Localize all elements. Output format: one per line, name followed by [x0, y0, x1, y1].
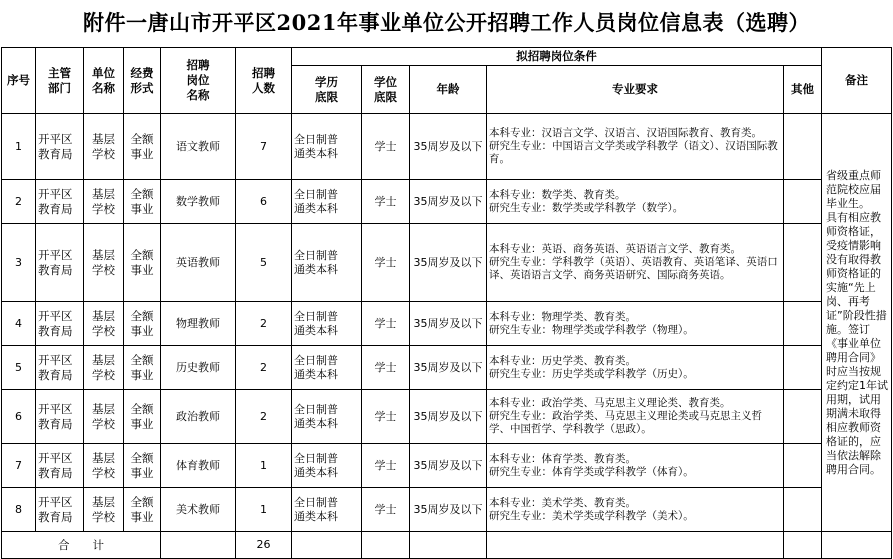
- row-age: 35周岁及以下: [410, 302, 487, 346]
- row-degree: 学士: [362, 346, 410, 390]
- footer-total-count: 26: [236, 532, 292, 559]
- table-row: [2, 390, 892, 444]
- row-dept: 开平区 教育局: [36, 346, 84, 390]
- row-dept: 开平区 教育局: [36, 114, 84, 180]
- table-row: [2, 488, 892, 532]
- row-unit: 基层 学校: [84, 224, 124, 302]
- row-other: [784, 224, 822, 302]
- row-count: 1: [236, 488, 292, 532]
- row-major: 本科专业：英语、商务英语、英语语言文学、教育类。 研究生专业：学科教学（英语）、英语教育、英语笔译、英语口译、英语语言文学、商务英语研究、国际商务英语。: [487, 224, 784, 302]
- note-cell: 省级重点师范院校应届毕业生。 具有相应教师资格证，受疫情影响没有取得教师资格证的实施“先上岗、再考证”阶段性措施。签订《事业单位聘用合同》时应当按规定约定1年试用期，试用期满未取得相应教师资格证的，应当依法解除聘用合同。: [822, 114, 892, 532]
- row-unit: 基层 学校: [84, 488, 124, 532]
- row-position: 英语教师: [161, 224, 236, 302]
- row-education: 全日制普 通类本科: [292, 302, 362, 346]
- header-unit: 单位 名称: [84, 48, 124, 114]
- row-funding: 全额 事业: [124, 488, 161, 532]
- row-major: 本科专业：数学类、教育类。 研究生专业：数学类或学科教学（数学）。: [487, 180, 784, 224]
- row-dept: 开平区 教育局: [36, 488, 84, 532]
- row-degree: 学士: [362, 180, 410, 224]
- row-education: 全日制普 通类本科: [292, 114, 362, 180]
- row-count: 1: [236, 444, 292, 488]
- row-education: 全日制普 通类本科: [292, 224, 362, 302]
- row-seq: 4: [2, 302, 36, 346]
- row-funding: 全额 事业: [124, 114, 161, 180]
- row-other: [784, 390, 822, 444]
- page-title: 附件一唐山市开平区2021年事业单位公开招聘工作人员岗位信息表（选聘）: [83, 10, 810, 35]
- row-major: 本科专业：美术学类、教育类。 研究生专业：美术学类或学科教学（美术）。: [487, 488, 784, 532]
- header-dept: 主管 部门: [36, 48, 84, 114]
- row-count: 7: [236, 114, 292, 180]
- row-other: [784, 114, 822, 180]
- row-count: 2: [236, 302, 292, 346]
- row-position: 历史教师: [161, 346, 236, 390]
- header-count: 招聘 人数: [236, 48, 292, 114]
- row-major: 本科专业：政治学类、马克思主义理论类、教育类。 研究生专业：政治学类、马克思主义理论类或马克思主义哲学、中国哲学、学科教学（思政）。: [487, 390, 784, 444]
- row-age: 35周岁及以下: [410, 488, 487, 532]
- row-dept: 开平区 教育局: [36, 224, 84, 302]
- row-other: [784, 444, 822, 488]
- row-education: 全日制普 通类本科: [292, 488, 362, 532]
- row-funding: 全额 事业: [124, 444, 161, 488]
- row-unit: 基层 学校: [84, 390, 124, 444]
- row-count: 2: [236, 346, 292, 390]
- header-age: 年龄: [410, 66, 487, 114]
- row-age: 35周岁及以下: [410, 114, 487, 180]
- table-row: [2, 302, 892, 346]
- row-other: [784, 346, 822, 390]
- table-row: [2, 346, 892, 390]
- header-conditions: 拟招聘岗位条件: [292, 48, 822, 66]
- row-other: [784, 180, 822, 224]
- row-other: [784, 302, 822, 346]
- table-row: [2, 180, 892, 224]
- row-funding: 全额 事业: [124, 390, 161, 444]
- row-seq: 2: [2, 180, 36, 224]
- row-major: 本科专业：汉语言文学、汉语言、汉语国际教育、教育类。 研究生专业：中国语言文学类或学科教学（语文）、汉语国际教育。: [487, 114, 784, 180]
- row-seq: 6: [2, 390, 36, 444]
- row-major: 本科专业：物理学类、教育类。 研究生专业：物理学类或学科教学（物理）。: [487, 302, 784, 346]
- row-dept: 开平区 教育局: [36, 180, 84, 224]
- row-unit: 基层 学校: [84, 444, 124, 488]
- row-unit: 基层 学校: [84, 346, 124, 390]
- row-position: 美术教师: [161, 488, 236, 532]
- row-seq: 1: [2, 114, 36, 180]
- header-degree: 学位 底限: [362, 66, 410, 114]
- row-age: 35周岁及以下: [410, 180, 487, 224]
- row-position: 数学教师: [161, 180, 236, 224]
- table-row: [2, 114, 892, 180]
- row-seq: 7: [2, 444, 36, 488]
- row-major: 本科专业：历史学类、教育类。 研究生专业：历史学类或学科教学（历史）。: [487, 346, 784, 390]
- header-education: 学历 底限: [292, 66, 362, 114]
- row-dept: 开平区 教育局: [36, 444, 84, 488]
- row-funding: 全额 事业: [124, 302, 161, 346]
- row-degree: 学士: [362, 114, 410, 180]
- header-funding: 经费 形式: [124, 48, 161, 114]
- row-degree: 学士: [362, 390, 410, 444]
- row-seq: 5: [2, 346, 36, 390]
- row-education: 全日制普 通类本科: [292, 390, 362, 444]
- table-row: [2, 444, 892, 488]
- footer-total-label: 合 计: [2, 532, 161, 559]
- row-position: 物理教师: [161, 302, 236, 346]
- row-funding: 全额 事业: [124, 346, 161, 390]
- row-funding: 全额 事业: [124, 180, 161, 224]
- row-education: 全日制普 通类本科: [292, 444, 362, 488]
- row-degree: 学士: [362, 224, 410, 302]
- row-position: 语文教师: [161, 114, 236, 180]
- footer-row: [2, 532, 892, 559]
- row-count: 5: [236, 224, 292, 302]
- row-education: 全日制普 通类本科: [292, 346, 362, 390]
- recruitment-table: [1, 47, 892, 559]
- row-position: 政治教师: [161, 390, 236, 444]
- header-position: 招聘 岗位 名称: [161, 48, 236, 114]
- table-row: [2, 224, 892, 302]
- row-age: 35周岁及以下: [410, 390, 487, 444]
- row-count: 2: [236, 390, 292, 444]
- row-age: 35周岁及以下: [410, 346, 487, 390]
- row-degree: 学士: [362, 488, 410, 532]
- header-other: 其他: [784, 66, 822, 114]
- row-funding: 全额 事业: [124, 224, 161, 302]
- row-unit: 基层 学校: [84, 180, 124, 224]
- row-count: 6: [236, 180, 292, 224]
- row-dept: 开平区 教育局: [36, 302, 84, 346]
- row-age: 35周岁及以下: [410, 224, 487, 302]
- row-position: 体育教师: [161, 444, 236, 488]
- row-other: [784, 488, 822, 532]
- row-major: 本科专业：体育学类、教育类。 研究生专业：体育学类或学科教学（体育）。: [487, 444, 784, 488]
- row-seq: 8: [2, 488, 36, 532]
- row-education: 全日制普 通类本科: [292, 180, 362, 224]
- row-age: 35周岁及以下: [410, 444, 487, 488]
- row-unit: 基层 学校: [84, 114, 124, 180]
- header-major: 专业要求: [487, 66, 784, 114]
- row-degree: 学士: [362, 444, 410, 488]
- row-seq: 3: [2, 224, 36, 302]
- row-unit: 基层 学校: [84, 302, 124, 346]
- header-seq: 序号: [2, 48, 36, 114]
- footer-blank: [161, 532, 236, 559]
- row-dept: 开平区 教育局: [36, 390, 84, 444]
- header-note: 备注: [822, 48, 892, 114]
- row-degree: 学士: [362, 302, 410, 346]
